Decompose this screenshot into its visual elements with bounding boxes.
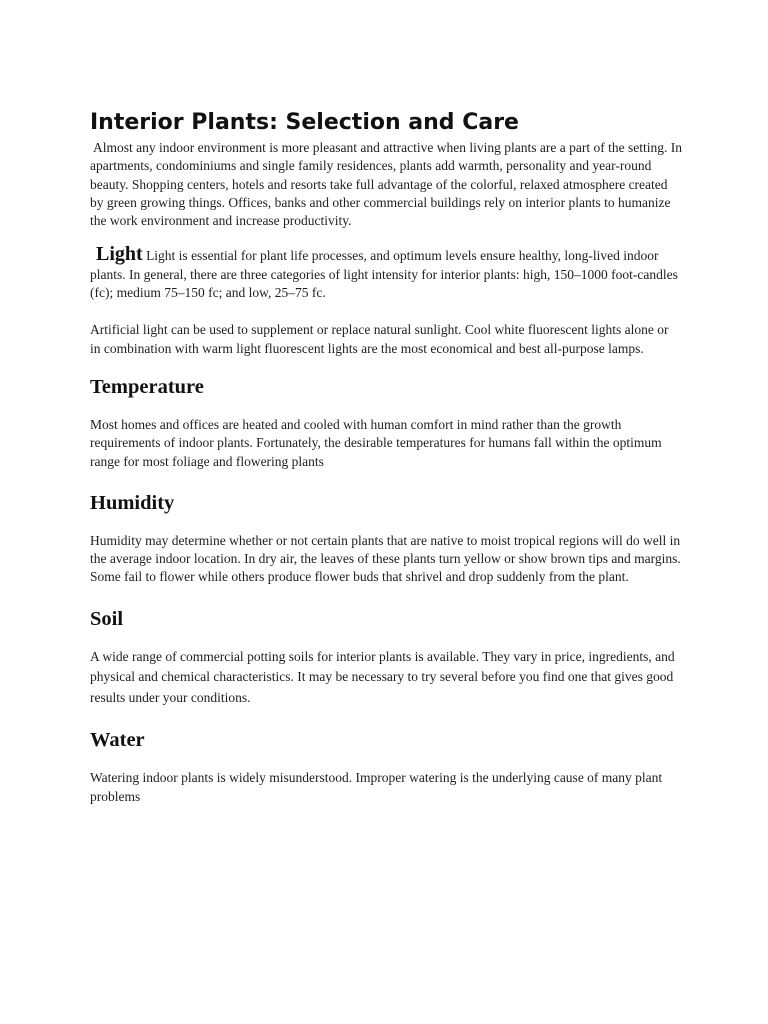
water-heading: Water (90, 729, 145, 752)
soil-paragraph: A wide range of commercial potting soils for interior plants is available. They vary in price, ingredients, and physical and chemical characteristics. It may be necessary to try several before you find one that gives good results under your conditions. (90, 648, 675, 705)
soil-heading: Soil (90, 607, 124, 630)
document-page (90, 108, 682, 806)
intro-paragraph: Almost any indoor environment is more pleasant and attractive when living plants are a part of the setting. In apartments, condominiums and single family residences, plants add warmth, personality and year-round beauty. Shopping centers, hotels and resorts take full advantage of the colorful, relaxed atmosphere created by green growing things. Offices, banks and other commercial buildings rely on interior plants to humanize the work environment and increase productivity. (90, 140, 682, 229)
document-title: Interior Plants: Selection and Care (90, 110, 519, 135)
temperature-heading: Temperature (90, 375, 204, 398)
temperature-paragraph: Most homes and offices are heated and cooled with human comfort in mind rather than the growth requirements of indoor plants. Fortunately, the desirable temperatures for humans fall within the optimum range for most foliage and flowering plants (90, 416, 662, 469)
light-paragraph (90, 245, 682, 302)
light-body: Light is essential for plant life processes, and optimum levels ensure healthy, long-lived indoor plants. In general, there are three categories of light intensity for interior plants: high, 150–1000 foot-candles (fc); medium 75–150 fc; and low, 25–75 fc. (90, 248, 678, 301)
water-paragraph: Watering indoor plants is widely misunderstood. Improper watering is the underlying cause of many plant problems (90, 770, 663, 804)
humidity-paragraph: Humidity may determine whether or not certain plants that are native to moist tropical regions will do well in the average indoor location. In dry air, the leaves of these plants turn yellow or show brown tips and margins. Some fail to flower while others produce flower buds that shrivel and drop suddenly from the plant. (90, 532, 681, 585)
light-heading: Light (96, 243, 143, 266)
humidity-heading: Humidity (90, 491, 175, 514)
artificial-light-paragraph: Artificial light can be used to supplement or replace natural sunlight. Cool white fluorescent lights alone or in combination with warm light fluorescent lights are the most economical and best all-purpose lamps. (90, 322, 669, 356)
